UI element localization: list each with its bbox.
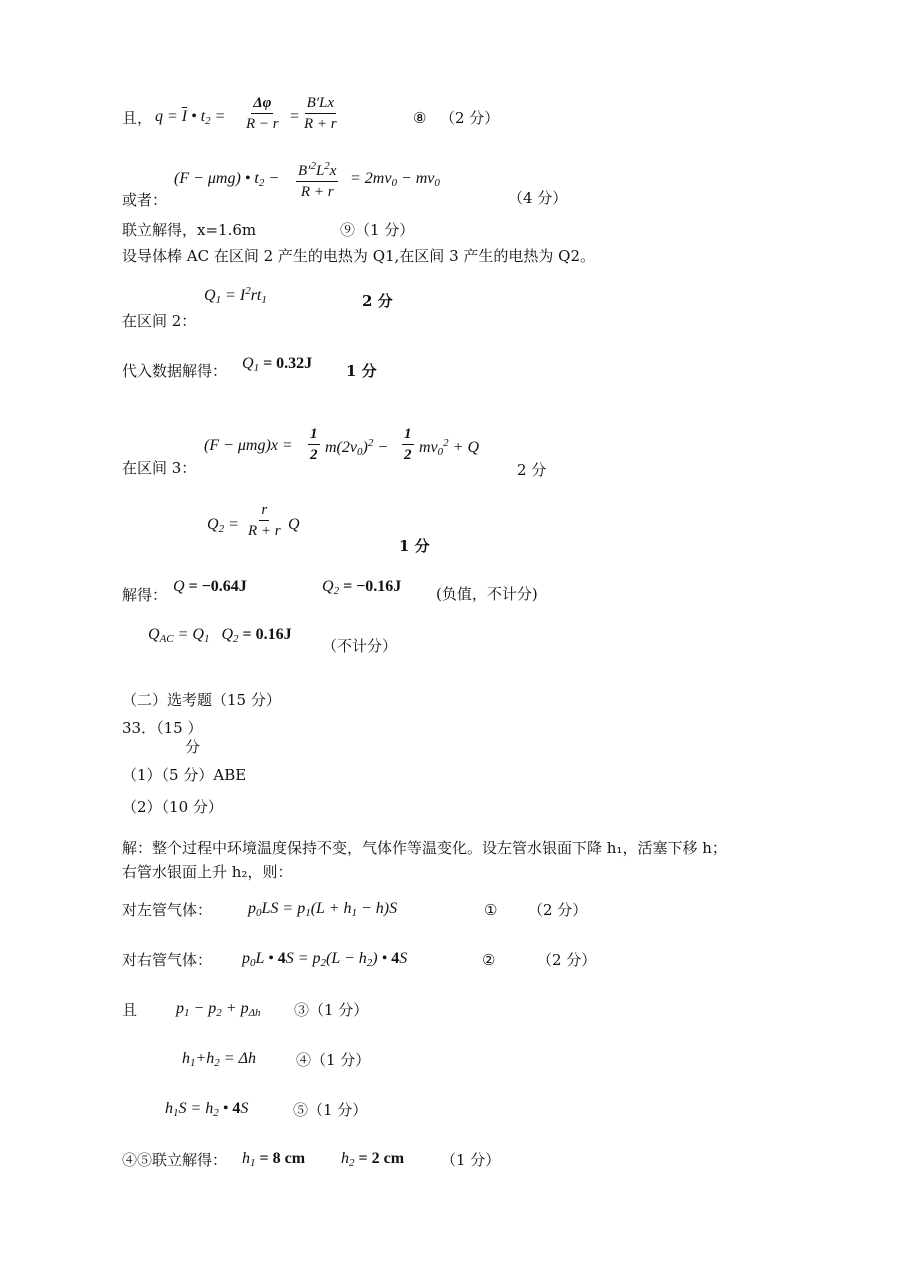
note-negative: (负值，不计分) — [436, 585, 538, 603]
result-h1: $h_1 = 8$ cm — [242, 1150, 306, 1169]
line-2-lead: 或者： — [122, 191, 168, 209]
tag-3: ③（1 分） — [294, 1001, 369, 1019]
formula-q: $q = \overline{I}$ • $t_2$ = — [155, 108, 226, 127]
formula-eq4: $h_1+h_2 = \Delta h$ — [182, 1050, 256, 1069]
solution-line-1: 解：整个过程中环境温度保持不变，气体作等温变化。设左管水银面下降 h₁，活塞下移 h； — [122, 839, 727, 857]
eq6-lead: ④⑤联立解得： — [122, 1151, 228, 1169]
formula-alt-rhs: = $2mv_0 - mv_0$ — [350, 170, 440, 189]
section-title: （二）选考题（15 分） — [122, 691, 281, 709]
score-4: 1 分 — [346, 362, 377, 380]
formula-q2-lhs: $Q_2$ = — [207, 516, 239, 535]
eq3-lead: 且 — [122, 1001, 138, 1019]
formula-eq5: $h_1S = h_2$ • 4S — [165, 1100, 249, 1119]
formula-energy-rhs: $mv_0^2 + Q$ — [419, 437, 480, 458]
line-9-lead: 解得： — [122, 586, 168, 604]
eq2-lead: 对右管气体： — [122, 951, 213, 969]
fraction-blx: $\frac{B'Lx}{R + r}$ — [304, 95, 337, 132]
tag-9: ⑨（1 分） — [340, 221, 415, 239]
fraction-half-1: $\frac{1}{2}$ — [310, 426, 318, 463]
solution-line-2: 右管水银面上升 h₂，则： — [122, 863, 293, 881]
score-eq2: （2 分） — [537, 951, 597, 969]
score-3: 2 分 — [362, 292, 393, 310]
formula-eq3: $p_1 - p_2 + p_{\Delta h}$ — [176, 1000, 261, 1019]
value-h2: = 2 cm — [358, 1150, 405, 1167]
formula-energy-lhs: (F − μmg)x = — [204, 437, 293, 454]
result-h2: $h_2 = 2$ cm — [341, 1150, 405, 1169]
formula-energy-mid: $m(2v_0)^2$ − — [325, 437, 389, 458]
tag-2: ② — [482, 951, 496, 969]
fraction-b2l2x: $\frac{B'^2L^2x}{R + r}$ — [296, 157, 338, 201]
score-2: （4 分） — [508, 189, 568, 207]
formula-q1-val: $Q_1 = 0.32J$ — [242, 355, 313, 374]
score-6: 1 分 — [399, 537, 430, 555]
score-1: （2 分） — [440, 109, 500, 127]
fraction-half-2: $\frac{1}{2}$ — [404, 426, 412, 463]
fraction-dphi: $\frac{\Delta\varphi}{R - r}$ — [246, 95, 279, 132]
formula-q2-val: $Q_2 = -0.16J$ — [322, 578, 402, 597]
value-qac: = 0.16J — [242, 626, 292, 643]
formula-q2-rhs: Q — [288, 516, 300, 533]
line-5-lead: 在区间 2： — [122, 312, 197, 330]
fraction-r: $\frac{r}{R + r}$ — [248, 502, 281, 539]
tag-8: ⑧ — [413, 109, 427, 127]
line-6-lead: 代入数据解得： — [122, 362, 228, 380]
tag-1: ① — [484, 901, 498, 919]
tag-5: ⑤（1 分） — [293, 1101, 368, 1119]
score-eq1: （2 分） — [528, 901, 588, 919]
line-4: 设导体棒 AC 在区间 2 产生的电热为 Q1,在区间 3 产生的电热为 Q2。 — [122, 247, 595, 265]
part-2: （2）（10 分） — [122, 798, 223, 816]
formula-q1: $Q_1 = I^2rt_1$ — [204, 285, 267, 306]
formula-eq2: $p_0L$ • $4S = p_2(L - h_2)$ • 4S — [242, 950, 408, 969]
tag-4: ④（1 分） — [296, 1051, 371, 1069]
score-eq6: （1 分） — [441, 1151, 501, 1169]
value-h1: = 8 cm — [259, 1150, 306, 1167]
value-q1: = 0.32J — [263, 355, 313, 372]
eq1-lead: 对左管气体： — [122, 901, 213, 919]
question-33: 33．（15 ） — [122, 719, 203, 737]
equals: = — [289, 108, 300, 125]
question-33-unit: 分 — [185, 738, 201, 756]
formula-eq1: $p_0LS = p_1(L + h_1 - h)S$ — [248, 900, 398, 919]
value-q: = −0.64J — [188, 578, 247, 595]
line-7-lead: 在区间 3： — [122, 459, 197, 477]
part-1: （1）（5 分）ABE — [122, 766, 247, 784]
line-3: 联立解得，x=1.6m — [122, 221, 257, 239]
formula-q-val: Q = −0.64J — [173, 578, 247, 595]
formula-qac: $Q_{AC} = Q_1$ $Q_2 = 0.16J$ — [148, 626, 292, 645]
note-no-score: （不计分） — [322, 637, 398, 655]
formula-alt: (F − μmg) • $t_2$ − — [174, 170, 280, 189]
line-1-lead: 且， — [122, 109, 153, 127]
score-5: 2 分 — [517, 461, 547, 479]
value-q2: = −0.16J — [343, 578, 402, 595]
